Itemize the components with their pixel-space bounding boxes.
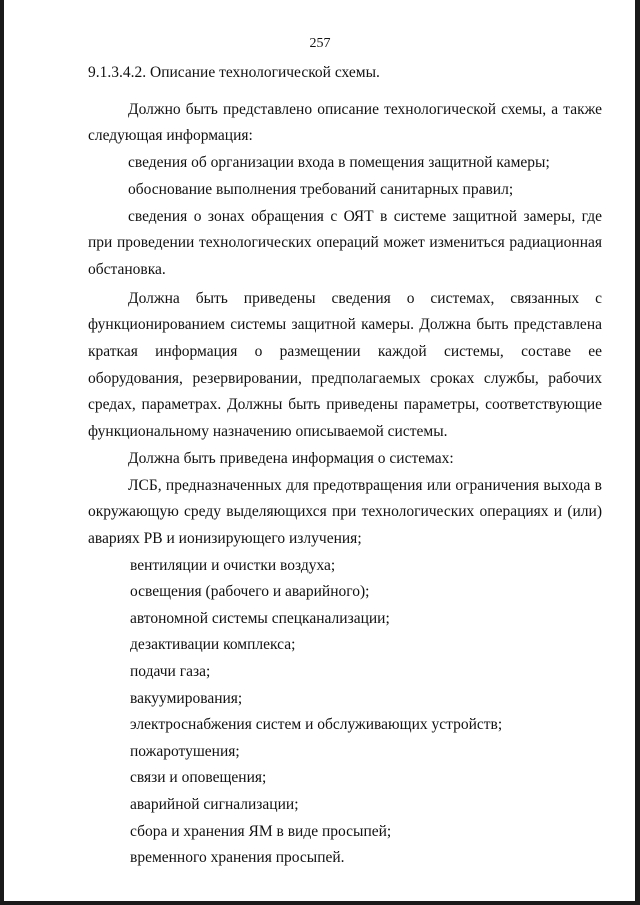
- list-item: вентиляции и очистки воздуха;: [130, 556, 336, 574]
- systems-list: [88, 553, 602, 872]
- scan-border-bottom: [0, 901, 640, 905]
- list-item: дезактивации комплекса;: [130, 636, 296, 654]
- list-item: электроснабжения систем и обслуживающих устройств;: [130, 716, 503, 734]
- paragraph-intro: Должно быть представлено описание технологической схемы, а также следующая информация:: [88, 100, 602, 145]
- paragraph-systems-header: Должна быть приведена информация о системах:: [128, 449, 454, 467]
- page-number: 257: [309, 36, 331, 51]
- list-item: освещения (рабочего и аварийного);: [130, 583, 370, 601]
- list-item: автономной системы спецканализации;: [130, 609, 390, 627]
- list-item: временного хранения просыпей.: [130, 849, 345, 867]
- list-item: сбора и хранения ЯМ в виде просыпей;: [130, 822, 392, 840]
- paragraph-systems-info: Должна быть приведены сведения о системах, связанных с функционированием системы защитной камеры. Должна быть представлена краткая информация о размещении каждой системы, составе ее оборудования, резервировании, предполагаемых сроках службы, рабочих средах, параметрах. Должны быть приведены параметры, соответствующие функциональному назначению описываемой системы.: [88, 289, 602, 441]
- list-item: подачи газа;: [130, 663, 211, 681]
- list-item-entrance: сведения об организации входа в помещения защитной камеры;: [128, 154, 550, 172]
- section-heading: 9.1.3.4.2. Описание технологической схемы.: [88, 64, 380, 81]
- scan-border-left: [0, 0, 4, 905]
- list-item: пожаротушения;: [130, 742, 240, 760]
- list-item-sanitary: обоснование выполнения требований санитарных правил;: [128, 180, 514, 198]
- scan-border-right: [635, 0, 640, 905]
- list-item-zones: сведения о зонах обращения с ОЯТ в системе защитной замеры, где при проведении технологических операций может измениться радиационная обстановка.: [88, 207, 602, 278]
- list-item: вакуумирования;: [130, 689, 243, 707]
- document-body: [88, 58, 602, 872]
- list-item: аварийной сигнализации;: [130, 796, 299, 813]
- paragraph-lsb: ЛСБ, предназначенных для предотвращения или ограничения выхода в окружающую среду выделяющихся при технологических операциях и (или) авариях РВ и ионизирующего излучения;: [88, 476, 602, 547]
- list-item: связи и оповещения;: [130, 769, 267, 787]
